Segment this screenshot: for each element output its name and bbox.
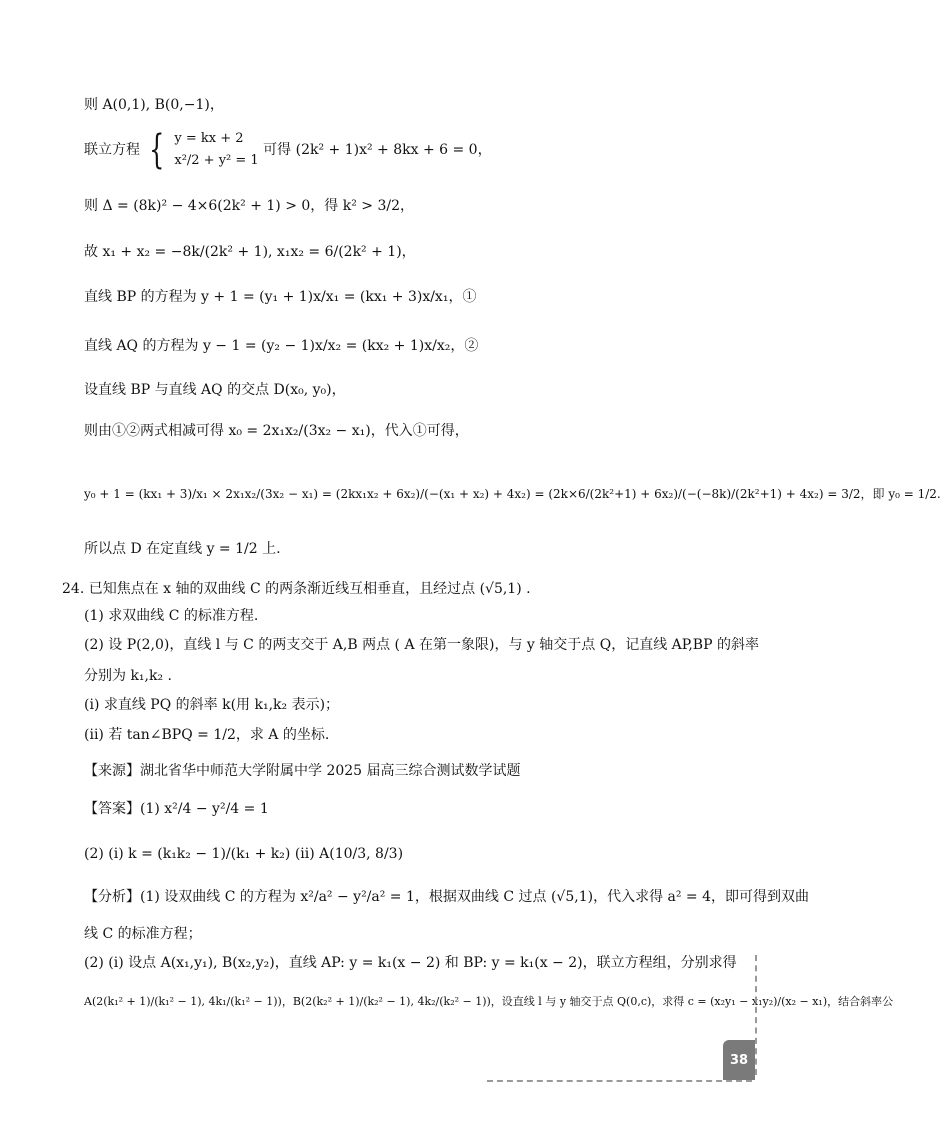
text-line <box>84 128 760 172</box>
text-line <box>84 487 941 503</box>
line-5: 直线 BP 的方程为 y + 1 = (y₁ + 1)x/x₁ = (kx₁ + 3)x/x₁，① <box>84 289 477 305</box>
text-line <box>84 422 760 440</box>
page-border-vertical <box>755 955 757 1075</box>
line-2-prefix: 联立方程 <box>84 142 140 158</box>
page-number: 38 <box>729 1052 749 1068</box>
text-line <box>84 667 760 685</box>
text-line <box>84 288 760 306</box>
question-24-part-2a: (2) 设 P(2,0)，直线 l 与 C 的两支交于 A,B 两点 ( A 在第一象限)，与 y 轴交于点 Q，记直线 AP,BP 的斜率 <box>84 637 759 653</box>
line-1: 则 A(0,1), B(0,−1)， <box>84 97 224 113</box>
brace-symbol: { <box>149 127 165 173</box>
line-3: 则 Δ = (8k)² − 4×6(2k² + 1) > 0，得 k² > 3/2， <box>84 198 415 214</box>
text-line <box>84 607 760 625</box>
text-line <box>84 954 760 972</box>
analysis-1: 【分析】(1) 设双曲线 C 的方程为 x²/a² − y²/a² = 1，根据双曲线 C 过点 (√5,1)，代入求得 a² = 4，即可得到双曲 <box>84 889 810 905</box>
question-24-part-ii: (ii) 若 tan∠BPQ = 1/2，求 A 的坐标. <box>84 727 330 743</box>
text-line <box>84 636 760 654</box>
line-7: 设直线 BP 与直线 AQ 的交点 D(x₀, y₀)， <box>84 382 346 398</box>
text-line <box>84 540 760 558</box>
question-24-part-1: (1) 求双曲线 C 的标准方程. <box>84 608 259 624</box>
analysis-3: A(2(k₁² + 1)/(k₁² − 1), 4k₁/(k₁² − 1))，B(2(k₂² + 1)/(k₂² − 1), 4k₂/(k₂² − 1))，设直线 l 与 y 轴交于点 Q(0,c)，求得 c = (x₂y₁ − x₁y₂)/(x₂ − x₁)，结合斜率公 <box>84 995 894 1008</box>
page-number-tab <box>723 1040 755 1080</box>
answer-2: (2) (i) k = (k₁k₂ − 1)/(k₁ + k₂) (ii) A(10/3, 8/3) <box>84 846 404 862</box>
text-line <box>84 925 760 943</box>
system-eq-1: y = kx + 2 <box>174 131 244 146</box>
page-border-horizontal <box>487 1080 752 1082</box>
answer-1: 【答案】(1) x²/4 − y²/4 = 1 <box>84 801 269 817</box>
source-label: 【来源】湖北省华中师范大学附属中学 2025 届高三综合测试数学试题 <box>84 763 521 779</box>
text-line <box>84 381 760 399</box>
text-line <box>84 888 810 906</box>
line-9: y₀ + 1 = (kx₁ + 3)/x₁ × 2x₁x₂/(3x₂ − x₁) = (2kx₁x₂ + 6x₂)/(−(x₁ + x₂) + 4x₂) = (2k×6/(2k²+1) + 6x₂)/(−(−8k)/(2k²+1) + 4x₂) = 3/2，即 y₀ = 1/2. <box>84 487 941 501</box>
system-eq-2: x²/2 + y² = 1 <box>174 153 259 168</box>
text-line <box>84 96 760 114</box>
text-line <box>84 845 760 863</box>
text-line <box>84 243 760 261</box>
text-line <box>84 337 760 355</box>
analysis-2: (2) (i) 设点 A(x₁,y₁), B(x₂,y₂)，直线 AP: y = k₁(x − 2) 和 BP: y = k₁(x − 2)，联立方程组，分别求得 <box>84 955 737 971</box>
text-line <box>84 696 760 714</box>
question-24 <box>62 580 760 598</box>
text-line <box>84 762 760 780</box>
line-10: 所以点 D 在定直线 y = 1/2 上. <box>84 541 281 557</box>
question-24-part-i: (i) 求直线 PQ 的斜率 k(用 k₁,k₂ 表示)； <box>84 697 340 713</box>
analysis-1b: 线 C 的标准方程； <box>84 926 202 942</box>
question-24-stem: 24. 已知焦点在 x 轴的双曲线 C 的两条渐近线互相垂直，且经过点 (√5,1) . <box>62 581 531 597</box>
text-line <box>84 726 760 744</box>
line-6: 直线 AQ 的方程为 y − 1 = (y₂ − 1)x/x₂ = (kx₂ + 1)x/x₂，② <box>84 338 479 354</box>
question-24-part-2b: 分别为 k₁,k₂ . <box>84 668 172 684</box>
line-4: 故 x₁ + x₂ = −8k/(2k² + 1), x₁x₂ = 6/(2k² + 1)， <box>84 244 416 260</box>
equation-system <box>174 128 258 172</box>
text-line <box>84 800 760 818</box>
text-line <box>84 995 894 1009</box>
text-line <box>84 197 760 215</box>
line-2-suffix: 可得 (2k² + 1)x² + 8kx + 6 = 0， <box>263 142 492 158</box>
line-8: 则由①②两式相减可得 x₀ = 2x₁x₂/(3x₂ − x₁)，代入①可得， <box>84 423 469 439</box>
